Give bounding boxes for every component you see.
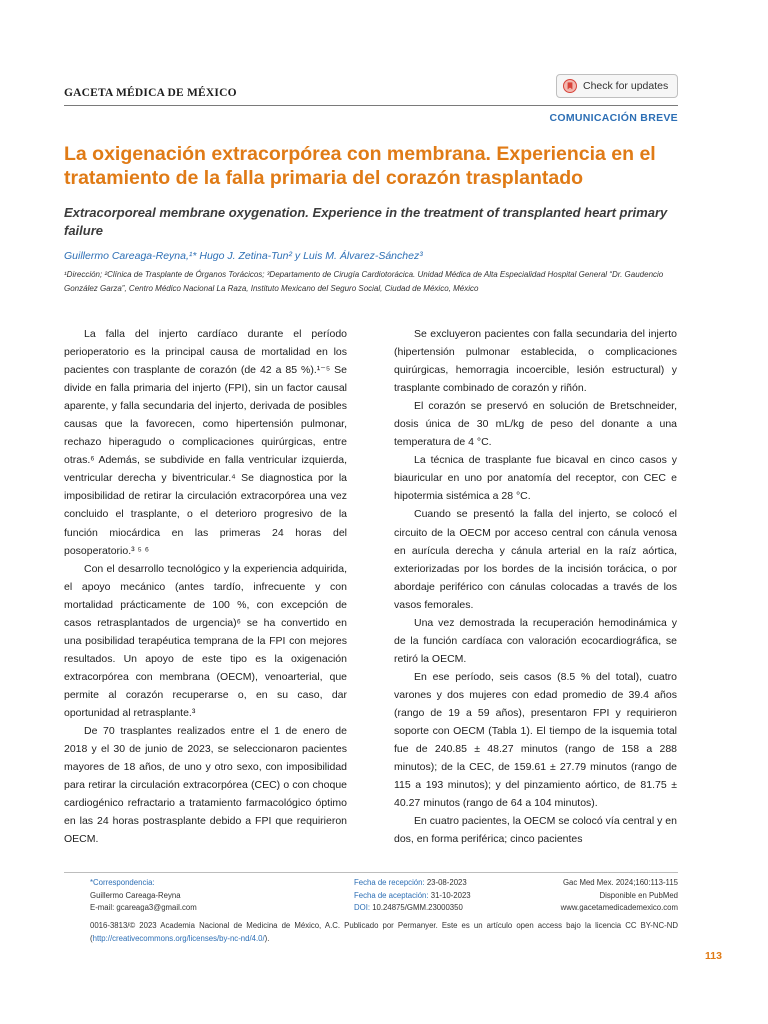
paragraph: De 70 trasplantes realizados entre el 1 de enero de 2018 y el 30 de junio de 2023, se seleccionaron pacientes mayores de 18 años, de uno y otro sexo, con imposibilidad para retirar la circulación extracorpórea (CEC) o con choque cardiogénico refractario a tratamiento farmacológico óptimo en las 24 horas postrasplante debido a FPI que requirieron OECM. [64, 725, 347, 846]
check-updates-label: Check for updates [583, 80, 669, 92]
citation-block [500, 877, 678, 915]
paragraph: Una vez demostrada la recuperación hemodinámica y de la función cardíaca con valoración ecocardiográfica, se retiró la OECM. [394, 616, 677, 665]
paragraph: Se excluyeron pacientes con falla secundaria del injerto (hipertensión pulmonar establecida, o complicaciones quirúrgicas, hemorragia incoercible, lesión estructural) y trasplante combinado de corazón y riñón. [394, 328, 677, 395]
license-text: 0016-3813/© 2023 Academia Nacional de Medicina de México, A.C. Publicado por Permanyer. Este es un artículo open access bajo la licencia CC BY-NC-ND ( [90, 921, 678, 943]
accepted-label: Fecha de aceptación: [354, 890, 429, 900]
paragraph: La técnica de trasplante fue bicaval en cinco casos y biauricular en uno por anatomía del receptor, con CEC e hipotermia sistémica a 28 °C. [394, 454, 677, 503]
correspondence-name: Guillermo Careaga-Reyna [90, 890, 181, 900]
received-label: Fecha de recepción: [354, 878, 425, 887]
paragraph: El corazón se preservó en solución de Bretschneider, dosis única de 30 mL/kg de peso del donante a una temperatura de 4 °C. [394, 400, 677, 449]
paragraph: En ese período, seis casos (8.5 % del total), cuatro varones y dos mujeres con edad promedio de 39.4 años (rango de 19 a 59 años), presentaron FPI y requirieron soporte con OECM (Tabla 1). El tiempo de la isquemia total fue de 240.85 ± 48.27 minutos (rango de 158 a 288 minutos); de la CEC, de 159.61 ± 27.79 minutos (rango de 115 a 193 minutos); y del pinzamiento aórtico, de 81.75 ± 40.27 minutos (rango de 64 a 104 minutos). [394, 670, 677, 810]
footer-rule [64, 872, 678, 873]
paragraph: La falla del injerto cardíaco durante el período perioperatorio es la principal causa de mortalidad en los pacientes con trasplante de corazón (de 42 a 85 %).¹⁻⁵ Se divide en falla primaria del injerto (FPI), sin un factor causal aparente, y falla secundaria del injerto, derivada de posibles causas que la favorecen, como hipertensión pulmonar, rechazo hiperagudo o complicaciones quirúrgicas, entre otras.⁶ Además, se subdivide en falla ventricular izquierda, ventricular derecha y biventricular.⁴ Se diagnostica por la imposibilidad de retirar la circulación extracorpórea una vez concluido el trasplante, o el deterioro progresivo de la función miocárdica en las primeras 24 horas del posoperatorio.³ ⁵ ⁶ [64, 328, 347, 557]
page-number: 113 [705, 950, 722, 962]
header-rule [64, 105, 678, 106]
website-link[interactable]: www.gacetamedicademexico.com [560, 903, 678, 912]
correspondence-block [90, 877, 197, 915]
doi-label: DOI: [354, 903, 371, 912]
correspondence-label: *Correspondencia: [90, 878, 155, 887]
license-link[interactable]: http://creativecommons.org/licenses/by-nc-nd/4.0/ [92, 933, 265, 943]
check-updates-icon [563, 79, 577, 93]
paragraph: Cuando se presentó la falla del injerto, se colocó el circuito de la OECM por acceso central con cánula venosa en aurícula derecha y cánula arterial en la raíz aórtica, exteriorizadas por los bordes de la incisión torácica, o por abordaje periférico con cánulas colocadas a través de los vasos femorales. [394, 508, 677, 611]
journal-name: GACETA MÉDICA DE MÉXICO [64, 87, 237, 99]
received-date: 23-08-2023 [426, 878, 467, 887]
license-note [90, 920, 678, 945]
article-subtitle: Extracorporeal membrane oxygenation. Experience in the treatment of transplanted heart primary failure [64, 205, 668, 238]
dates-block [354, 877, 471, 915]
check-updates-button[interactable] [556, 74, 678, 98]
accepted-date: 31-10-2023 [430, 890, 471, 900]
correspondence-email[interactable]: E-mail: gcareaga3@gmail.com [90, 903, 197, 912]
pubmed-note: Disponible en PubMed [599, 890, 678, 900]
citation: Gac Med Mex. 2024;160:113-115 [562, 878, 678, 887]
license-end: ). [264, 933, 270, 943]
body-left-column [64, 325, 347, 848]
paragraph: Con el desarrollo tecnológico y la experiencia adquirida, el apoyo mecánico (antes tardío, infrecuente y con mortalidad prácticamente de 100 %, con excepción de casos retrasplantados de urgencia)⁶ se ha convertido en una posibilidad terapéutica temprana de la FPI con mejores resultados. Un apoyo de este tipo es la oxigenación extracorpórea con membrana (OECM), venoarterial, que permite al corazón recuperarse o, en su caso, dar oportunidad al retrasplante.³ [64, 562, 347, 719]
doi-link[interactable]: 10.24875/GMM.23000350 [372, 903, 463, 912]
author-list: Guillermo Careaga-Reyna,¹* Hugo J. Zetina-Tun² y Luis M. Álvarez-Sánchez³ [64, 250, 423, 262]
body-right-column [394, 325, 677, 848]
affiliations: ¹Dirección; ²Clínica de Trasplante de Órganos Torácicos; ³Departamento de Cirugía Cardiotorácica. Unidad Médica de Alta Especialidad Hospital General “Dr. Gaudencio González Garza”, Centro Médico Nacional La Raza, Instituto Mexicano del Seguro Social, Ciudad de México, México [64, 270, 664, 293]
section-label: COMUNICACIÓN BREVE [549, 112, 678, 124]
paragraph: En cuatro pacientes, la OECM se colocó vía central y en dos, en forma periférica; cinco pacientes [394, 815, 677, 846]
article-title: La oxigenación extracorpórea con membrana. Experiencia en el tratamiento de la falla primaria del corazón trasplantado [64, 143, 656, 189]
